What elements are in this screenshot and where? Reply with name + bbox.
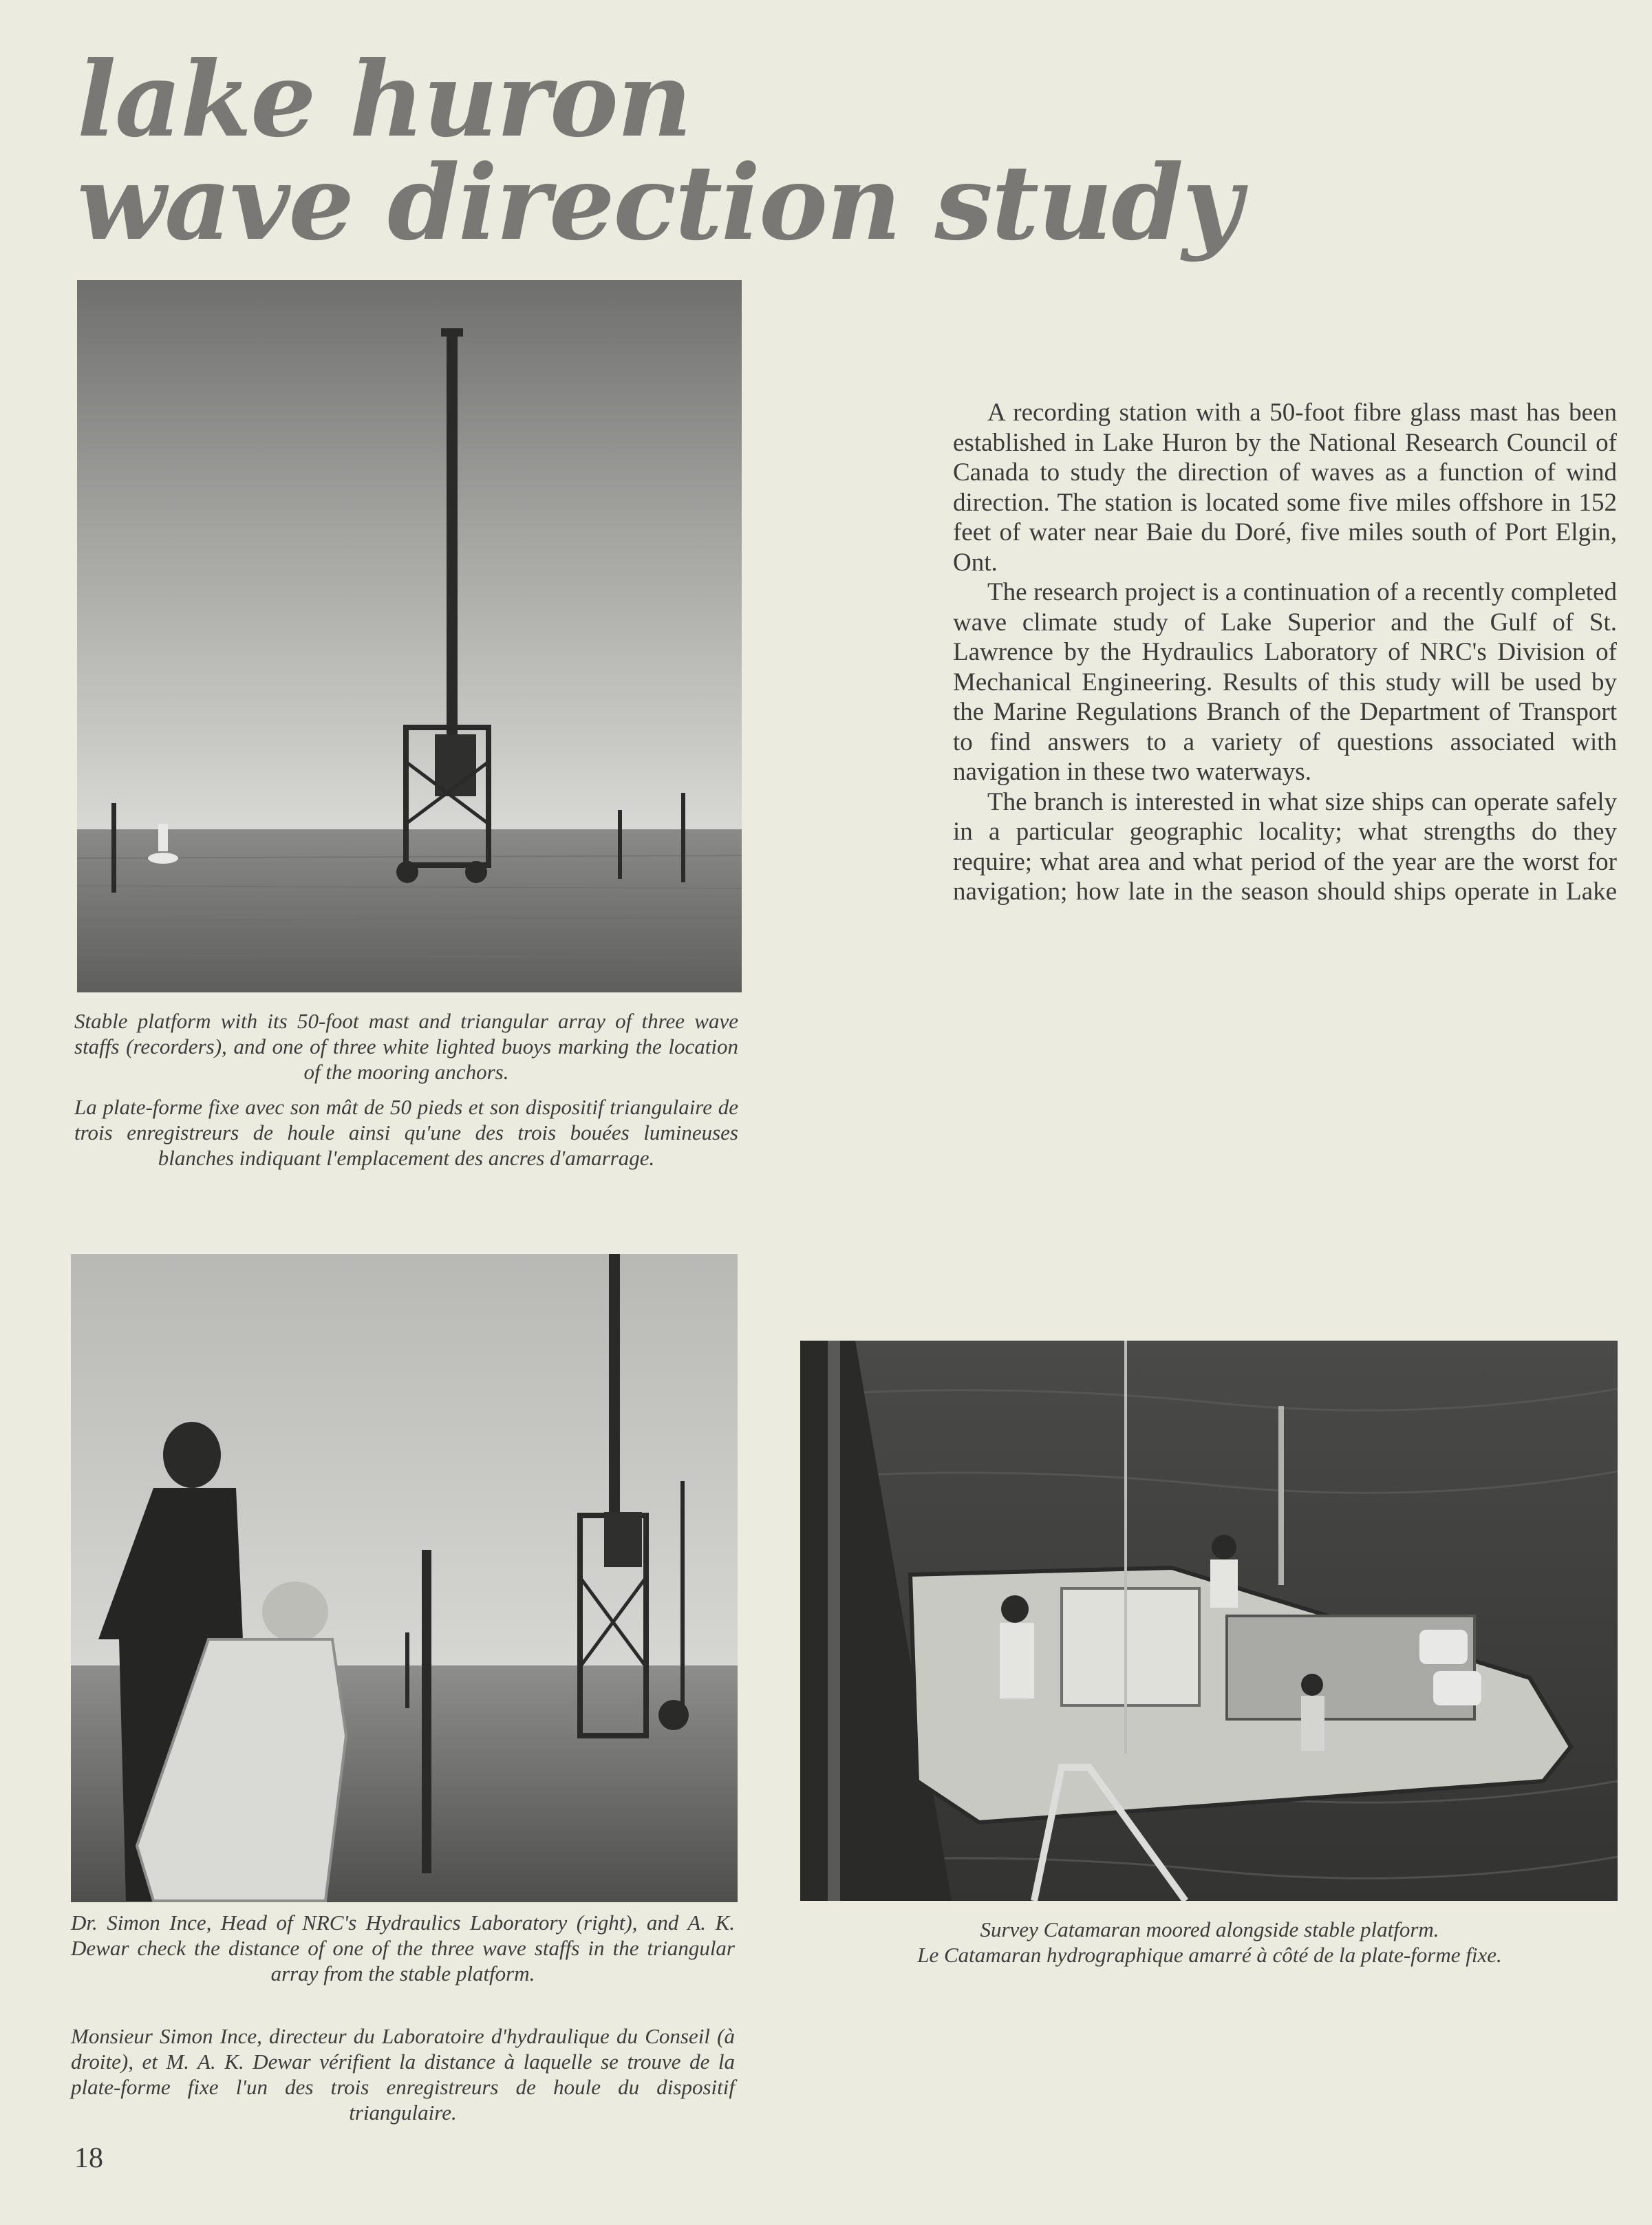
stable-platform-image [77, 280, 742, 992]
wave-staff-check-photo [71, 1254, 738, 1902]
article-title [77, 39, 1241, 264]
platform-caption-fr: La plate-forme fixe avec son mât de 50 pieds et son dispositif triangulaire de trois enregistreurs de houle ainsi qu'une des trois bouées lumineuses blanches indiquant l'emplacement des ancres d'amarrage. [74, 1095, 738, 1170]
catamaran-caption-en: Survey Catamaran moored alongside stable platform. [980, 1917, 1439, 1941]
staff-check-caption-fr: Monsieur Simon Ince, directeur du Laboratoire d'hydraulique du Conseil (à droite), et M. A. K. Dewar vérifient la distance à laquelle se trouve de la plate-forme fixe l'un des trois enregistreurs de houle du dispositif triangulaire. [71, 2024, 735, 2125]
wave-staff-check-image [71, 1254, 738, 1902]
stable-platform-photo [77, 280, 742, 992]
article-body [953, 398, 1617, 907]
body-paragraph-1: A recording station with a 50-foot fibre glass mast has been established in Lake Huron by the National Research Council of Canada to study the direction of waves as a function of wind direction. The station is located some five miles offshore in 152 feet of water near Baie du Doré, five miles south of Port Elgin, Ont. [953, 398, 1617, 577]
title-line-1: lake huron [77, 39, 691, 160]
title-line-2: wave direction study [77, 142, 1241, 264]
body-paragraph-2: The research project is a continuation of a recently completed wave climate study of Lake Superior and the Gulf of St. Lawrence by the Hydraulics Laboratory of NRC's Division of Mechanical Engineering. Results of this study will be used by the Marine Regulations Branch of the Department of Transport to find answers to a variety of questions associated with navigation in these two waterways. [953, 578, 1617, 786]
catamaran-image [800, 1341, 1618, 1901]
body-paragraph-3: The branch is interested in what size ships can operate safely in a particular geographic locality; what strengths do they require; what area and what period of the year are the worst for navigation; how late in the season should ships operate in Lake [953, 787, 1617, 906]
staff-check-caption-en: Dr. Simon Ince, Head of NRC's Hydraulics Laboratory (right), and A. K. Dewar check the distance of one of the three wave staffs in the triangular array from the stable platform. [71, 1910, 735, 1986]
catamaran-caption-fr: Le Catamaran hydrographique amarré à côté de la plate-forme fixe. [917, 1943, 1502, 1967]
platform-caption-en: Stable platform with its 50-foot mast and triangular array of three wave staffs (recorders), and one of three white lighted buoys marking the location of the mooring anchors. [74, 1009, 738, 1084]
catamaran-photo [800, 1341, 1618, 1901]
page-number: 18 [74, 2142, 103, 2174]
